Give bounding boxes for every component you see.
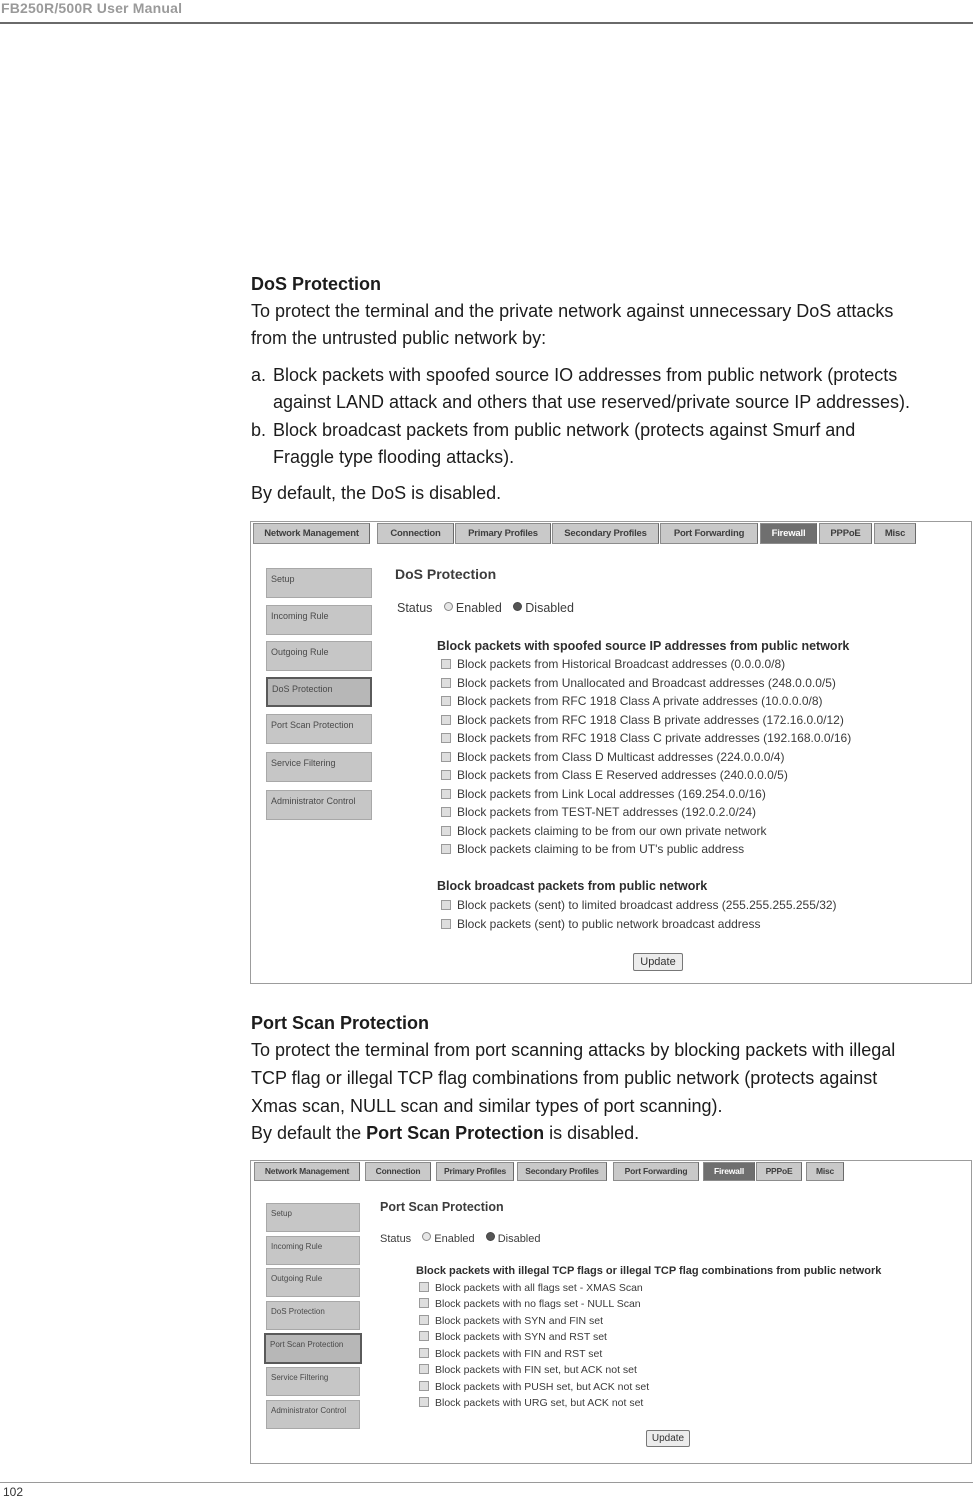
checkbox-option[interactable]: Block packets from RFC 1918 Class C private addresses (192.168.0.0/16) — [441, 731, 851, 745]
sidebar-item-service-filtering[interactable]: Service Filtering — [266, 1367, 360, 1396]
tab-firewall[interactable]: Firewall — [760, 523, 817, 544]
checkbox-option[interactable]: Block packets with URG set, but ACK not set — [419, 1397, 643, 1409]
sidebar-item-setup[interactable]: Setup — [266, 568, 372, 598]
checkbox-option[interactable]: Block packets with all flags set - XMAS Scan — [419, 1282, 643, 1294]
checkbox-option[interactable]: Block packets from TEST-NET addresses (192.0.2.0/24) — [441, 805, 756, 819]
checkbox[interactable] — [441, 696, 451, 706]
dos-intro-line: To protect the terminal and the private network against unnecessary DoS attacks — [251, 301, 894, 321]
section-heading: Block packets with illegal TCP flags or illegal TCP flag combinations from public network — [416, 1265, 882, 1277]
checkbox-option[interactable]: Block packets from Class E Reserved addresses (240.0.0.0/5) — [441, 768, 788, 782]
checkbox-option[interactable]: Block packets from Class D Multicast addresses (224.0.0.0/4) — [441, 750, 784, 764]
sidebar-item-service-filtering[interactable]: Service Filtering — [266, 752, 372, 782]
enabled-label: Enabled — [434, 1233, 475, 1245]
tab-port-forwarding[interactable]: Port Forwarding — [613, 1162, 699, 1181]
portscan-screenshot — [250, 1160, 972, 1464]
checkbox-option[interactable]: Block packets from Historical Broadcast addresses (0.0.0.0/8) — [441, 657, 785, 671]
checkbox[interactable] — [419, 1348, 429, 1358]
portscan-default-text: By default the Port Scan Protection is disabled. — [251, 1123, 640, 1143]
sidebar-item-administrator-control[interactable]: Administrator Control — [266, 790, 372, 820]
sidebar-item-dos-protection[interactable]: DoS Protection — [266, 1301, 360, 1330]
disabled-label: Disabled — [497, 1233, 541, 1245]
section-heading: Block packets with spoofed source IP addresses from public network — [437, 639, 850, 653]
checkbox-option[interactable]: Block packets with SYN and FIN set — [419, 1315, 603, 1327]
checkbox[interactable] — [441, 826, 451, 836]
disabled-radio[interactable] — [486, 1232, 495, 1241]
panel-title: DoS Protection — [395, 566, 497, 582]
list-text: Block broadcast packets from public network (protects against Smurf and — [273, 420, 856, 440]
tab-connection[interactable]: Connection — [377, 523, 454, 544]
tab-bar — [251, 522, 971, 544]
checkbox-option[interactable]: Block packets claiming to be from UT's public address — [441, 842, 744, 856]
update-button[interactable]: Update — [646, 1430, 690, 1447]
checkbox-option[interactable]: Block packets with FIN and RST set — [419, 1348, 602, 1360]
list-marker: a. — [251, 365, 267, 385]
checkbox[interactable] — [419, 1315, 429, 1325]
tab-pppoe[interactable]: PPPoE — [819, 523, 872, 544]
tab-misc[interactable]: Misc — [806, 1162, 844, 1181]
section-heading: Block broadcast packets from public network — [437, 879, 708, 893]
page-footer-rule — [0, 1482, 973, 1483]
tab-misc[interactable]: Misc — [874, 523, 916, 544]
checkbox[interactable] — [419, 1298, 429, 1308]
status-row — [397, 601, 574, 615]
list-text: Fraggle type flooding attacks). — [273, 447, 515, 467]
checkbox[interactable] — [441, 678, 451, 688]
checkbox-option[interactable]: Block packets with SYN and RST set — [419, 1331, 607, 1343]
checkbox-option[interactable]: Block packets with FIN set, but ACK not set — [419, 1364, 637, 1376]
disabled-radio[interactable] — [513, 602, 522, 611]
tab-port-forwarding[interactable]: Port Forwarding — [660, 523, 758, 544]
checkbox[interactable] — [441, 807, 451, 817]
tab-bar — [251, 1161, 971, 1183]
checkbox[interactable] — [441, 919, 451, 929]
status-label: Status — [380, 1233, 412, 1245]
checkbox-option[interactable]: Block packets from RFC 1918 Class B private addresses (172.16.0.0/12) — [441, 713, 844, 727]
enabled-label: Enabled — [455, 601, 502, 615]
checkbox[interactable] — [419, 1364, 429, 1374]
checkbox[interactable] — [419, 1381, 429, 1391]
tab-firewall[interactable]: Firewall — [703, 1162, 755, 1181]
dos-intro-line: from the untrusted public network by: — [251, 328, 547, 348]
dos-default-text: By default, the DoS is disabled. — [251, 483, 502, 503]
portscan-body-line: To protect the terminal from port scanning attacks by blocking packets with illegal — [251, 1040, 896, 1060]
checkbox-option[interactable]: Block packets (sent) to limited broadcast address (255.255.255.255/32) — [441, 898, 837, 912]
sidebar-item-port-scan-protection[interactable]: Port Scan Protection — [266, 714, 372, 744]
tab-network-management[interactable]: Network Management — [254, 1162, 360, 1181]
list-text: against LAND attack and others that use reserved/private source IP addresses). — [273, 392, 911, 412]
enabled-radio[interactable] — [422, 1232, 431, 1241]
enabled-radio[interactable] — [444, 602, 453, 611]
sidebar-item-setup[interactable]: Setup — [266, 1203, 360, 1232]
tab-primary-profiles[interactable]: Primary Profiles — [436, 1162, 514, 1181]
page-number: 102 — [3, 1485, 24, 1499]
portscan-body-line: Xmas scan, NULL scan and similar types of port scanning). — [251, 1096, 723, 1116]
sidebar-item-port-scan-protection[interactable]: Port Scan Protection — [264, 1333, 362, 1364]
checkbox[interactable] — [419, 1282, 429, 1292]
checkbox-option[interactable]: Block packets from Unallocated and Broadcast addresses (248.0.0.0/5) — [441, 676, 836, 690]
status-row — [380, 1232, 541, 1245]
dos-heading: DoS Protection — [251, 274, 382, 294]
sidebar-item-incoming-rule[interactable]: Incoming Rule — [266, 1236, 360, 1265]
checkbox[interactable] — [441, 770, 451, 780]
tab-secondary-profiles[interactable]: Secondary Profiles — [517, 1162, 607, 1181]
update-button[interactable]: Update — [633, 953, 683, 971]
tab-network-management[interactable]: Network Management — [253, 523, 370, 544]
checkbox[interactable] — [441, 733, 451, 743]
page-header — [0, 0, 973, 24]
sidebar-item-administrator-control[interactable]: Administrator Control — [266, 1400, 360, 1429]
checkbox-option[interactable]: Block packets claiming to be from our own private network — [441, 824, 766, 838]
checkbox[interactable] — [441, 900, 451, 910]
checkbox[interactable] — [441, 715, 451, 725]
checkbox[interactable] — [441, 789, 451, 799]
list-marker: b. — [251, 420, 267, 440]
sidebar-item-outgoing-rule[interactable]: Outgoing Rule — [266, 641, 372, 671]
portscan-heading: Port Scan Protection — [251, 1013, 430, 1033]
disabled-label: Disabled — [525, 601, 574, 615]
checkbox-option[interactable]: Block packets with no flags set - NULL Scan — [419, 1298, 641, 1310]
checkbox-option[interactable]: Block packets from RFC 1918 Class A private addresses (10.0.0.0/8) — [441, 694, 823, 708]
tab-pppoe[interactable]: PPPoE — [756, 1162, 802, 1181]
dos-screenshot — [250, 521, 972, 984]
checkbox[interactable] — [419, 1397, 429, 1407]
checkbox-option[interactable]: Block packets from Link Local addresses (169.254.0.0/16) — [441, 787, 766, 801]
checkbox[interactable] — [441, 752, 451, 762]
panel-title: Port Scan Protection — [380, 1200, 504, 1214]
checkbox[interactable] — [419, 1331, 429, 1341]
checkbox[interactable] — [441, 659, 451, 669]
status-label: Status — [397, 601, 433, 615]
sidebar-item-outgoing-rule[interactable]: Outgoing Rule — [266, 1268, 360, 1297]
sidebar-item-dos-protection[interactable]: DoS Protection — [266, 677, 372, 707]
checkbox[interactable] — [441, 844, 451, 854]
checkbox-option[interactable]: Block packets with PUSH set, but ACK not set — [419, 1381, 649, 1393]
list-text: Block packets with spoofed source IO addresses from public network (protects — [273, 365, 898, 385]
sidebar-item-incoming-rule[interactable]: Incoming Rule — [266, 605, 372, 635]
tab-primary-profiles[interactable]: Primary Profiles — [455, 523, 551, 544]
portscan-body-line: TCP flag or illegal TCP flag combinations from public network (protects against — [251, 1068, 878, 1088]
tab-connection[interactable]: Connection — [365, 1162, 431, 1181]
tab-secondary-profiles[interactable]: Secondary Profiles — [552, 523, 659, 544]
manual-title: FB250R/500R User Manual — [1, 0, 183, 16]
checkbox-option[interactable]: Block packets (sent) to public network broadcast address — [441, 917, 760, 931]
